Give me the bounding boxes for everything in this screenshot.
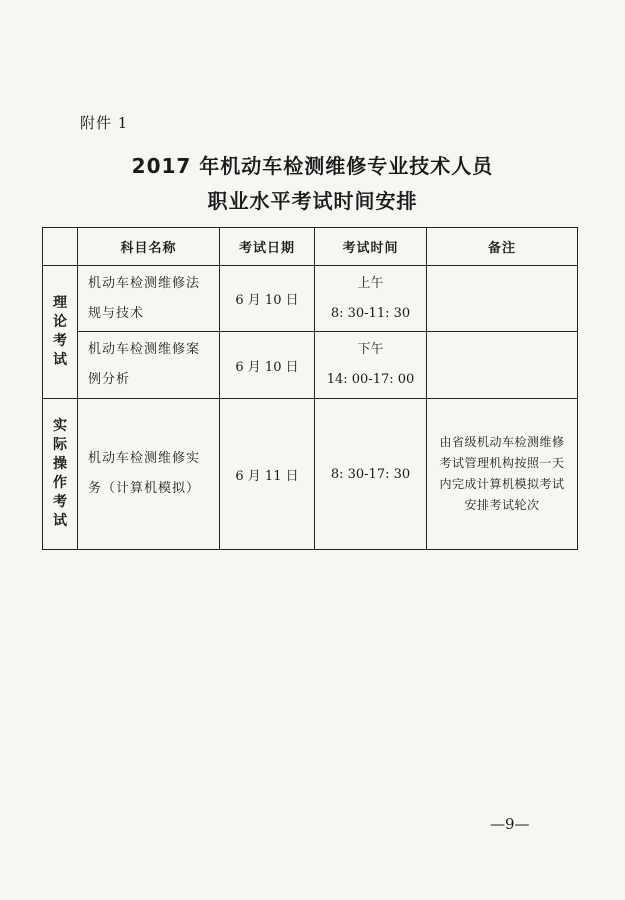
date-cell: 6 月 11 日 — [220, 399, 315, 550]
subject-cell — [78, 266, 220, 332]
category-char: 操 — [53, 456, 67, 472]
attachment-label: 附件 1 — [80, 114, 129, 132]
table-row — [43, 399, 578, 550]
date-cell: 6 月 10 日 — [220, 332, 315, 399]
note-cell — [427, 399, 578, 550]
subject-cell — [78, 399, 220, 550]
time-period: 下午 — [357, 342, 384, 357]
category-char: 考 — [53, 494, 67, 510]
document-title: 2017 年机动车检测维修专业技术人员 — [131, 154, 494, 178]
note-line: 安排考试轮次 — [464, 498, 540, 512]
column-header — [43, 228, 78, 266]
category-char: 作 — [53, 475, 67, 491]
column-header-note: 备注 — [427, 228, 578, 266]
category-char: 试 — [53, 352, 67, 368]
category-practice — [43, 399, 78, 550]
table-row — [43, 266, 578, 332]
time-cell: 8: 30-17: 30 — [315, 399, 427, 550]
time-cell — [315, 266, 427, 332]
table-header-row — [43, 228, 578, 266]
note-cell — [427, 266, 578, 332]
category-theory — [43, 266, 78, 399]
note-line: 考试管理机构按照一天 — [439, 456, 565, 470]
category-char: 考 — [53, 333, 67, 349]
category-char: 际 — [53, 437, 67, 453]
time-range: 14: 00-17: 00 — [326, 372, 415, 387]
table-row — [43, 332, 578, 399]
exam-schedule-table — [42, 227, 578, 550]
column-header-subject: 科目名称 — [78, 228, 220, 266]
time-period: 上午 — [357, 275, 384, 291]
column-header-date: 考试日期 — [220, 228, 315, 266]
subject-line: 机动车检测维修案 — [88, 342, 201, 357]
subject-line: 规与技术 — [88, 305, 145, 321]
column-header-time: 考试时间 — [315, 228, 427, 266]
document-subtitle: 职业水平考试时间安排 — [207, 189, 418, 213]
subject-line: 机动车检测维修法 — [88, 275, 201, 291]
page-number: —9— — [490, 815, 530, 833]
category-char: 理 — [53, 295, 67, 311]
category-char: 试 — [53, 513, 67, 529]
time-cell — [315, 332, 427, 399]
subject-cell — [78, 332, 220, 399]
subject-line: 例分析 — [88, 372, 131, 387]
note-line: 由省级机动车检测维修 — [439, 435, 565, 449]
note-cell — [427, 332, 578, 399]
category-char: 实 — [53, 418, 67, 434]
subject-line: 务（计算机模拟） — [88, 481, 201, 496]
date-cell: 6 月 10 日 — [220, 266, 315, 332]
time-range: 8: 30-11: 30 — [330, 305, 411, 321]
subject-line: 机动车检测维修实 — [88, 451, 201, 466]
note-line: 内完成计算机模拟考试 — [439, 477, 565, 491]
category-char: 论 — [53, 314, 67, 330]
